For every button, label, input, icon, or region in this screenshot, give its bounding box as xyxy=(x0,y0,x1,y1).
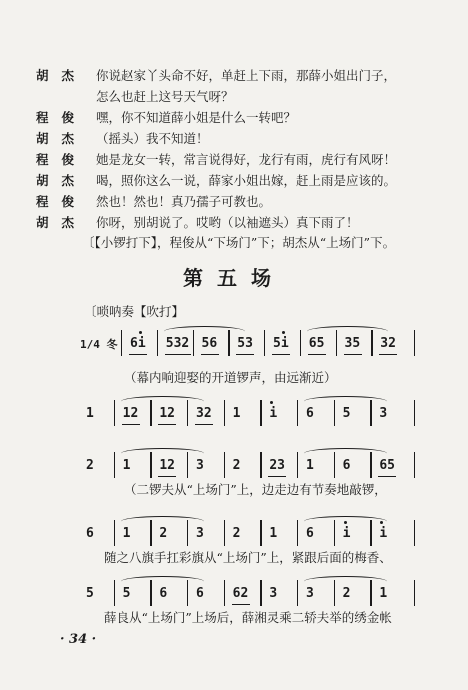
dialogue-text: 喝，照你这么一说，薛家小姐出嫁，赶上雨是应该的。 xyxy=(96,173,397,188)
bar-line xyxy=(260,520,261,546)
note-group: 6 xyxy=(306,526,314,541)
note-group: 2 xyxy=(232,526,241,541)
note-group: 6 xyxy=(196,586,204,601)
note-group: 6i xyxy=(130,336,146,351)
octave-dot xyxy=(139,331,142,334)
bar-line xyxy=(260,400,261,426)
beat-underline xyxy=(201,354,219,355)
dialogue-line xyxy=(0,108,468,128)
note-group: 6 xyxy=(342,458,351,473)
slur xyxy=(304,448,387,459)
slur xyxy=(304,396,387,407)
slur xyxy=(121,448,204,459)
slur xyxy=(121,576,204,587)
dialogue-text: 嘿，你不知道薛小姐是什么一转吧？ xyxy=(96,110,297,125)
bar-line xyxy=(260,580,261,606)
beat-underline xyxy=(232,604,250,605)
note-group: 5 xyxy=(86,586,94,601)
bar-line xyxy=(414,580,415,606)
music-line xyxy=(80,328,420,368)
note-group: 56 xyxy=(201,336,218,351)
dialogue-text: （摇头）我不知道！ xyxy=(96,131,209,146)
dialogue-line xyxy=(0,129,468,149)
slur xyxy=(307,326,389,337)
note-group: 35 xyxy=(344,336,361,351)
note-group: 3 xyxy=(196,458,204,473)
dialogue-line xyxy=(0,213,468,233)
beat-underline xyxy=(379,354,397,355)
scene-title: 第五场 xyxy=(183,266,285,290)
slur xyxy=(304,516,387,527)
note-group: 3 xyxy=(196,526,204,541)
stage-caption: 薛良从“上场门”上场后，薛湘灵乘二轿夫举的绣金帐 xyxy=(104,610,392,625)
bar-line xyxy=(114,580,115,606)
slur xyxy=(121,516,204,527)
dialogue-line xyxy=(0,150,468,170)
note-group: 65 xyxy=(308,336,325,351)
note-group: 53 xyxy=(237,336,253,351)
beat-underline xyxy=(236,354,254,355)
note-group: 65 xyxy=(379,458,395,473)
note-group: 32 xyxy=(380,336,396,351)
time-signature: 1/4 冬 xyxy=(80,338,118,351)
bar-line xyxy=(121,330,122,356)
bar-line xyxy=(224,400,225,426)
dialogue-text: 她是龙女一转，常言说得好，龙行有雨，虎行有风呀！ xyxy=(96,152,397,167)
note-group: 32 xyxy=(196,406,212,421)
speaker-name: 程俊 xyxy=(36,110,88,125)
bar-line xyxy=(224,520,225,546)
dialogue-line xyxy=(0,171,468,191)
bar-line xyxy=(297,400,298,426)
note-group: 1 xyxy=(122,458,131,473)
octave-dot xyxy=(282,331,285,334)
note-group: 12 xyxy=(122,406,139,421)
beat-underline xyxy=(308,354,326,355)
bar-line xyxy=(264,330,265,356)
note-group: 5 xyxy=(342,406,351,421)
stage-caption: （幕内响迎娶的开道锣声，由远渐近） xyxy=(124,370,337,385)
bar-line xyxy=(260,452,261,478)
dialogue-continuation: 怎么也赶上这号天气呀？ xyxy=(96,89,234,104)
page-number: · 34 · xyxy=(60,632,97,647)
dialogue-line xyxy=(0,66,468,86)
note-group: 23 xyxy=(269,458,285,473)
beat-underline xyxy=(158,424,176,425)
dialogue-text: 然也！然也！真乃孺子可教也。 xyxy=(96,194,272,209)
stage-caption: 随之八旗手扛彩旗从“上场门”上，紧跟后面的梅香、 xyxy=(104,550,392,565)
note-group: 1 xyxy=(122,526,131,541)
instrument-note: 〔唢呐奏【吹打】 xyxy=(84,304,185,319)
beat-underline xyxy=(158,476,176,477)
bar-line xyxy=(114,452,115,478)
speaker-name: 程俊 xyxy=(36,194,88,209)
beat-underline xyxy=(195,424,213,425)
note-group: i xyxy=(379,526,388,541)
note-group: 2 xyxy=(159,526,168,541)
note-group: 2 xyxy=(232,458,241,473)
note-group: 6 xyxy=(86,526,94,541)
speaker-name: 胡杰 xyxy=(36,173,88,188)
note-group: 12 xyxy=(159,458,175,473)
speaker-name: 胡杰 xyxy=(36,215,88,230)
dialogue-text: 你说赵家丫头命不好，单赶上下雨，那薛小姐出门子， xyxy=(96,68,397,83)
note-group: 532 xyxy=(165,336,190,351)
beat-underline xyxy=(272,354,290,355)
bar-line xyxy=(157,330,158,356)
bar-line xyxy=(297,580,298,606)
music-line xyxy=(80,398,420,438)
stage-direction: 〔【小锣打下】，程俊从“下场门”下；胡杰从“上场门”下。 xyxy=(82,235,396,250)
dialogue-line xyxy=(0,192,468,212)
note-group: 6 xyxy=(306,406,314,421)
slur xyxy=(121,396,204,407)
note-group: i xyxy=(269,406,278,421)
bar-line xyxy=(414,452,415,478)
bar-line xyxy=(224,452,225,478)
note-group: 3 xyxy=(306,586,314,601)
beat-underline xyxy=(268,476,286,477)
bar-line xyxy=(414,400,415,426)
note-group: 2 xyxy=(342,586,351,601)
slur xyxy=(304,576,387,587)
dialogue-text: 你呀，别胡说了。哎哟（以袖遮头）真下雨了！ xyxy=(96,215,359,230)
speaker-name: 胡杰 xyxy=(36,68,88,83)
note-group: 3 xyxy=(269,586,278,601)
speaker-name: 程俊 xyxy=(36,152,88,167)
note-group: 1 xyxy=(306,458,314,473)
note-group: i xyxy=(342,526,351,541)
beat-underline xyxy=(129,354,147,355)
bar-line xyxy=(300,330,301,356)
bar-line xyxy=(114,400,115,426)
note-group: 6 xyxy=(159,586,168,601)
note-group: 5i xyxy=(273,336,289,351)
note-group: 5 xyxy=(122,586,131,601)
bar-line xyxy=(114,520,115,546)
stage-caption: （二锣夫从“上场门”上，边走边有节奏地敲锣， xyxy=(124,482,387,497)
bar-line xyxy=(414,520,415,546)
bar-line xyxy=(414,330,415,356)
note-group: 3 xyxy=(379,406,388,421)
note-group: 2 xyxy=(86,458,94,473)
beat-underline xyxy=(165,354,191,355)
beat-underline xyxy=(378,476,396,477)
bar-line xyxy=(297,520,298,546)
slur xyxy=(164,326,246,337)
beat-underline xyxy=(344,354,362,355)
note-group: 1 xyxy=(232,406,241,421)
beat-underline xyxy=(122,424,140,425)
note-group: 1 xyxy=(86,406,94,421)
note-group: 1 xyxy=(379,586,388,601)
speaker-name: 胡杰 xyxy=(36,131,88,146)
note-group: 62 xyxy=(232,586,249,601)
note-group: 1 xyxy=(269,526,278,541)
bar-line xyxy=(224,580,225,606)
note-group: 12 xyxy=(159,406,175,421)
bar-line xyxy=(297,452,298,478)
octave-dot xyxy=(270,401,273,404)
